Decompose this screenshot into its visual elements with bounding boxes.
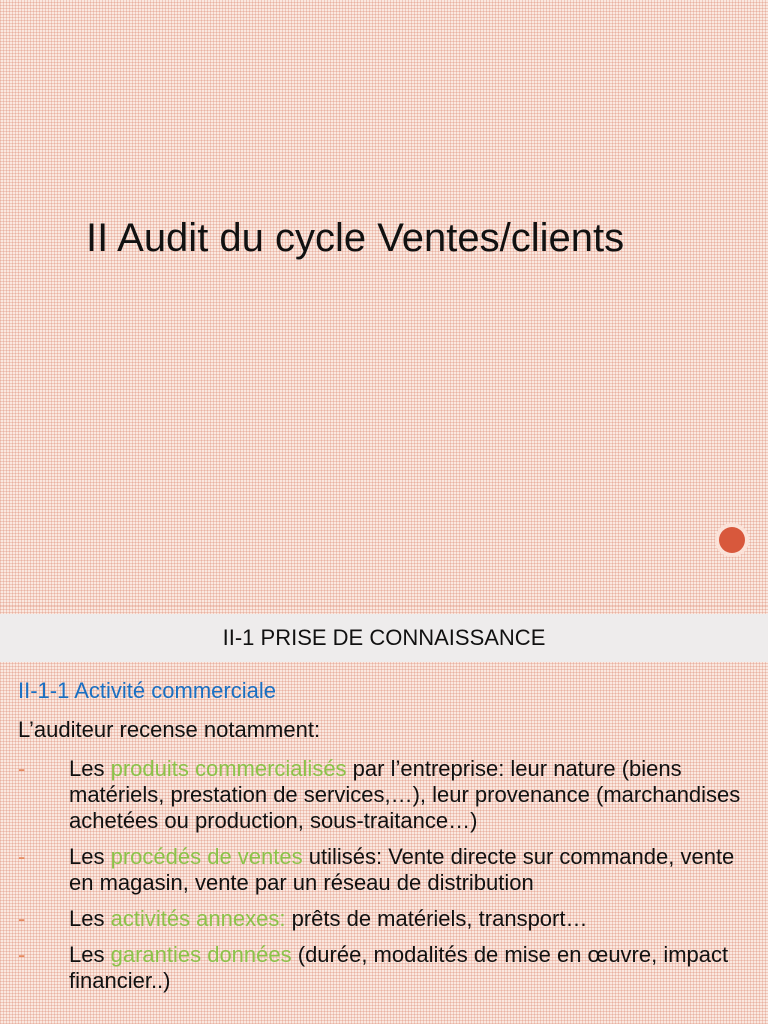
subsection-heading: II-1-1 Activité commerciale: [18, 678, 276, 703]
bullet-prefix: Les: [69, 756, 111, 781]
bullet-item: [0, 756, 768, 834]
bullet-list: [0, 756, 768, 1004]
dash-icon: -: [18, 942, 26, 967]
bullet-highlight: produits commercialisés: [110, 756, 347, 781]
bullet-text: prêts de matériels, transport…: [285, 906, 588, 931]
dash-icon: -: [18, 756, 26, 781]
bullet-text: (durée, modalités de mise en œuvre, impact financier..): [69, 942, 729, 993]
circle-bullet-icon: [715, 523, 749, 557]
bullet-prefix: Les: [69, 844, 111, 869]
bullet-item: [0, 844, 768, 896]
bullet-highlight: activités annexes:: [110, 906, 286, 931]
bullet-text: par l’entreprise: leur nature (biens matériels, prestation de services,…), leur provenance (marchandises achetées ou production, sous-traitance…): [69, 756, 741, 833]
intro-text: L’auditeur recense notamment:: [18, 717, 321, 742]
slide-title: II Audit du cycle Ventes/clients: [86, 216, 625, 260]
section-header: II-1 PRISE DE CONNAISSANCE: [0, 614, 768, 662]
dash-icon: -: [18, 844, 26, 869]
bullet-prefix: Les: [69, 942, 111, 967]
bullet-item: [0, 942, 768, 994]
bullet-text: utilisés: Vente directe sur commande, vente en magasin, vente par un réseau de distribution: [69, 844, 735, 895]
bullet-highlight: procédés de ventes: [110, 844, 303, 869]
bullet-item: [0, 906, 768, 932]
bullet-prefix: Les: [69, 906, 111, 931]
content-slide: [0, 606, 768, 1024]
bullet-highlight: garanties données: [110, 942, 292, 967]
dash-icon: -: [18, 906, 26, 931]
